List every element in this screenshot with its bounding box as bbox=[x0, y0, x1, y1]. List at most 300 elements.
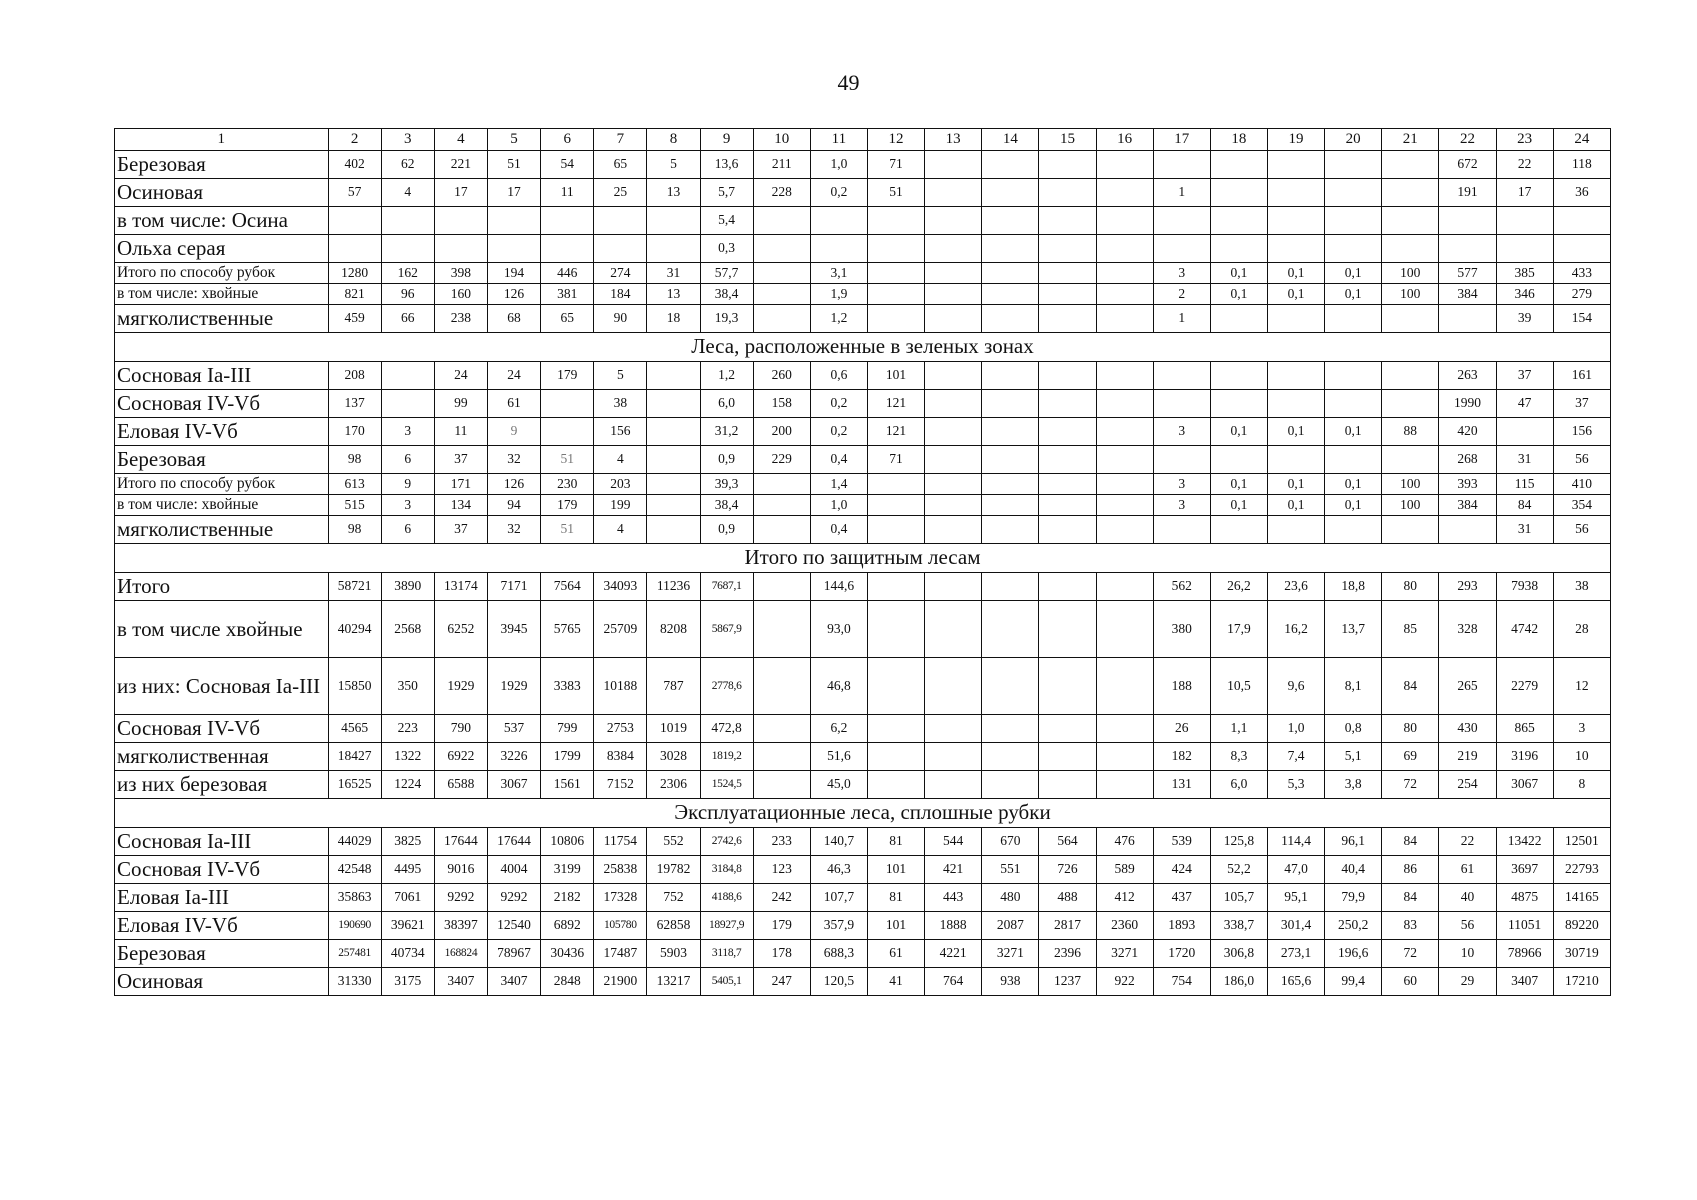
column-number-cell: 14 bbox=[982, 129, 1039, 151]
table-cell: 537 bbox=[487, 715, 540, 743]
table-cell: 35863 bbox=[328, 884, 381, 912]
table-cell: 22 bbox=[1439, 828, 1496, 856]
table-cell bbox=[867, 474, 924, 495]
table-row bbox=[115, 418, 1611, 446]
table-cell bbox=[1439, 235, 1496, 263]
row-label: Сосновая Ia-III bbox=[115, 362, 329, 390]
row-label: Березовая bbox=[115, 940, 329, 968]
table-cell: 4495 bbox=[381, 856, 434, 884]
table-cell bbox=[1267, 305, 1324, 333]
table-cell bbox=[982, 658, 1039, 715]
table-cell: 56 bbox=[1553, 446, 1610, 474]
table-cell: 162 bbox=[381, 263, 434, 284]
table-cell: 171 bbox=[434, 474, 487, 495]
table-row bbox=[115, 207, 1611, 235]
table-cell: 58721 bbox=[328, 573, 381, 601]
column-number-cell: 5 bbox=[487, 129, 540, 151]
table-cell bbox=[925, 284, 982, 305]
forest-data-table bbox=[114, 128, 1611, 996]
table-cell bbox=[1096, 715, 1153, 743]
table-cell: 79,9 bbox=[1325, 884, 1382, 912]
table-cell: 37 bbox=[434, 446, 487, 474]
table-cell bbox=[1039, 474, 1096, 495]
table-cell: 16525 bbox=[328, 771, 381, 799]
table-cell: 3271 bbox=[1096, 940, 1153, 968]
table-cell: 13,6 bbox=[700, 151, 753, 179]
table-cell bbox=[647, 362, 700, 390]
table-cell: 168824 bbox=[434, 940, 487, 968]
table-cell bbox=[1039, 715, 1096, 743]
table-cell bbox=[594, 235, 647, 263]
table-cell: 293 bbox=[1439, 573, 1496, 601]
table-cell: 3184,8 bbox=[700, 856, 753, 884]
row-label: Еловая Ia-III bbox=[115, 884, 329, 912]
table-cell: 443 bbox=[925, 884, 982, 912]
table-cell bbox=[381, 390, 434, 418]
table-cell: 17 bbox=[1496, 179, 1553, 207]
table-cell bbox=[925, 362, 982, 390]
table-cell: 279 bbox=[1553, 284, 1610, 305]
table-cell: 7152 bbox=[594, 771, 647, 799]
table-cell bbox=[647, 390, 700, 418]
table-cell: 184 bbox=[594, 284, 647, 305]
table-cell bbox=[925, 305, 982, 333]
table-cell: 0,8 bbox=[1325, 715, 1382, 743]
table-cell: 564 bbox=[1039, 828, 1096, 856]
table-cell: 1929 bbox=[434, 658, 487, 715]
row-label: Сосновая IV-Vб bbox=[115, 390, 329, 418]
table-cell: 65 bbox=[541, 305, 594, 333]
table-cell: 338,7 bbox=[1210, 912, 1267, 940]
table-cell: 2817 bbox=[1039, 912, 1096, 940]
table-cell: 1819,2 bbox=[700, 743, 753, 771]
header-row bbox=[115, 129, 1611, 151]
table-cell bbox=[925, 179, 982, 207]
table-cell: 384 bbox=[1439, 284, 1496, 305]
table-cell: 1,9 bbox=[810, 284, 867, 305]
table-cell: 154 bbox=[1553, 305, 1610, 333]
table-cell: 99,4 bbox=[1325, 968, 1382, 996]
table-cell: 194 bbox=[487, 263, 540, 284]
table-cell: 56 bbox=[1439, 912, 1496, 940]
column-number-cell: 23 bbox=[1496, 129, 1553, 151]
row-label: Еловая IV-Vб bbox=[115, 912, 329, 940]
table-cell: 22793 bbox=[1553, 856, 1610, 884]
table-cell: 3 bbox=[1153, 495, 1210, 516]
table-cell: 0,1 bbox=[1267, 474, 1324, 495]
table-row bbox=[115, 235, 1611, 263]
table-cell: 1990 bbox=[1439, 390, 1496, 418]
table-cell: 86 bbox=[1382, 856, 1439, 884]
table-cell: 3 bbox=[381, 418, 434, 446]
table-row bbox=[115, 446, 1611, 474]
table-cell: 105,7 bbox=[1210, 884, 1267, 912]
table-cell: 90 bbox=[594, 305, 647, 333]
table-cell: 6588 bbox=[434, 771, 487, 799]
table-cell: 11 bbox=[434, 418, 487, 446]
table-cell bbox=[1325, 305, 1382, 333]
table-cell: 421 bbox=[925, 856, 982, 884]
table-cell bbox=[1210, 207, 1267, 235]
table-cell: 7938 bbox=[1496, 573, 1553, 601]
table-cell bbox=[1267, 235, 1324, 263]
table-cell: 459 bbox=[328, 305, 381, 333]
table-cell: 688,3 bbox=[810, 940, 867, 968]
column-number-cell: 20 bbox=[1325, 129, 1382, 151]
table-cell: 488 bbox=[1039, 884, 1096, 912]
table-cell: 2087 bbox=[982, 912, 1039, 940]
table-cell: 12 bbox=[1553, 658, 1610, 715]
table-cell: 51 bbox=[487, 151, 540, 179]
column-number-cell: 13 bbox=[925, 129, 982, 151]
table-cell: 84 bbox=[1496, 495, 1553, 516]
table-cell: 62858 bbox=[647, 912, 700, 940]
table-cell: 38 bbox=[1553, 573, 1610, 601]
table-cell: 3196 bbox=[1496, 743, 1553, 771]
table-cell: 38,4 bbox=[700, 495, 753, 516]
table-cell bbox=[1096, 151, 1153, 179]
table-cell bbox=[867, 601, 924, 658]
table-cell: 0,1 bbox=[1210, 474, 1267, 495]
table-cell bbox=[1325, 151, 1382, 179]
column-number-cell: 9 bbox=[700, 129, 753, 151]
table-cell: 0,1 bbox=[1210, 418, 1267, 446]
table-cell: 0,1 bbox=[1325, 418, 1382, 446]
table-cell bbox=[867, 495, 924, 516]
table-cell: 3407 bbox=[434, 968, 487, 996]
table-cell: 13 bbox=[647, 284, 700, 305]
table-cell: 101 bbox=[867, 912, 924, 940]
table-cell: 37 bbox=[1553, 390, 1610, 418]
table-cell: 7171 bbox=[487, 573, 540, 601]
table-cell bbox=[1153, 362, 1210, 390]
table-cell bbox=[1267, 362, 1324, 390]
column-number-cell: 7 bbox=[594, 129, 647, 151]
table-cell: 2396 bbox=[1039, 940, 1096, 968]
table-cell: 3407 bbox=[1496, 968, 1553, 996]
table-cell bbox=[1267, 207, 1324, 235]
table-cell: 37 bbox=[1496, 362, 1553, 390]
table-cell bbox=[1210, 151, 1267, 179]
table-cell: 32 bbox=[487, 446, 540, 474]
table-row bbox=[115, 179, 1611, 207]
table-cell: 393 bbox=[1439, 474, 1496, 495]
table-cell: 120,5 bbox=[810, 968, 867, 996]
table-cell: 80 bbox=[1382, 573, 1439, 601]
table-cell bbox=[1039, 362, 1096, 390]
table-cell bbox=[1039, 446, 1096, 474]
table-cell: 4 bbox=[594, 446, 647, 474]
table-cell: 589 bbox=[1096, 856, 1153, 884]
table-cell: 0,1 bbox=[1267, 418, 1324, 446]
table-cell: 25 bbox=[594, 179, 647, 207]
table-cell: 1929 bbox=[487, 658, 540, 715]
table-cell bbox=[1325, 362, 1382, 390]
table-cell bbox=[982, 743, 1039, 771]
table-cell: 144,6 bbox=[810, 573, 867, 601]
table-cell: 46,8 bbox=[810, 658, 867, 715]
table-cell: 34093 bbox=[594, 573, 647, 601]
table-cell: 346 bbox=[1496, 284, 1553, 305]
table-cell: 2182 bbox=[541, 884, 594, 912]
table-cell bbox=[753, 715, 810, 743]
table-cell: 40,4 bbox=[1325, 856, 1382, 884]
table-cell bbox=[982, 284, 1039, 305]
table-cell: 47,0 bbox=[1267, 856, 1324, 884]
table-cell: 577 bbox=[1439, 263, 1496, 284]
table-cell: 0,6 bbox=[810, 362, 867, 390]
table-cell bbox=[594, 207, 647, 235]
table-cell: 613 bbox=[328, 474, 381, 495]
table-cell: 274 bbox=[594, 263, 647, 284]
row-label: в том числе: хвойные bbox=[115, 495, 329, 516]
table-cell: 672 bbox=[1439, 151, 1496, 179]
table-cell bbox=[434, 235, 487, 263]
table-cell bbox=[1096, 743, 1153, 771]
table-cell bbox=[1382, 516, 1439, 544]
table-cell bbox=[1439, 516, 1496, 544]
table-cell: 8,1 bbox=[1325, 658, 1382, 715]
table-cell: 821 bbox=[328, 284, 381, 305]
section-heading: Леса, расположенные в зеленых зонах bbox=[115, 333, 1611, 362]
table-row bbox=[115, 912, 1611, 940]
column-number-cell: 17 bbox=[1153, 129, 1210, 151]
table-cell bbox=[647, 418, 700, 446]
table-cell bbox=[1267, 179, 1324, 207]
table-cell: 62 bbox=[381, 151, 434, 179]
table-cell: 1524,5 bbox=[700, 771, 753, 799]
table-cell: 3028 bbox=[647, 743, 700, 771]
table-cell: 787 bbox=[647, 658, 700, 715]
table-cell bbox=[867, 516, 924, 544]
table-cell bbox=[753, 474, 810, 495]
table-cell: 3271 bbox=[982, 940, 1039, 968]
table-cell: 93,0 bbox=[810, 601, 867, 658]
table-row bbox=[115, 884, 1611, 912]
table-cell: 88 bbox=[1382, 418, 1439, 446]
table-cell: 13,7 bbox=[1325, 601, 1382, 658]
table-cell: 81 bbox=[867, 828, 924, 856]
table-cell: 17210 bbox=[1553, 968, 1610, 996]
table-cell: 233 bbox=[753, 828, 810, 856]
table-cell bbox=[925, 151, 982, 179]
table-cell bbox=[1267, 151, 1324, 179]
table-cell: 544 bbox=[925, 828, 982, 856]
table-cell: 2568 bbox=[381, 601, 434, 658]
table-cell: 7061 bbox=[381, 884, 434, 912]
table-cell: 242 bbox=[753, 884, 810, 912]
table-cell: 551 bbox=[982, 856, 1039, 884]
row-label: Осиновая bbox=[115, 968, 329, 996]
table-cell: 3 bbox=[381, 495, 434, 516]
table-cell bbox=[753, 495, 810, 516]
table-cell bbox=[982, 495, 1039, 516]
table-cell bbox=[1439, 207, 1496, 235]
table-cell bbox=[1325, 516, 1382, 544]
table-cell bbox=[982, 362, 1039, 390]
table-cell bbox=[1382, 235, 1439, 263]
table-cell: 156 bbox=[1553, 418, 1610, 446]
table-cell bbox=[753, 516, 810, 544]
table-cell bbox=[982, 446, 1039, 474]
column-number-cell: 22 bbox=[1439, 129, 1496, 151]
column-number-cell: 2 bbox=[328, 129, 381, 151]
table-cell: 5765 bbox=[541, 601, 594, 658]
table-cell bbox=[1039, 743, 1096, 771]
table-cell: 17,9 bbox=[1210, 601, 1267, 658]
table-cell: 78967 bbox=[487, 940, 540, 968]
table-cell: 29 bbox=[1439, 968, 1496, 996]
table-cell: 476 bbox=[1096, 828, 1153, 856]
table-cell: 357,9 bbox=[810, 912, 867, 940]
table-cell: 0,2 bbox=[810, 179, 867, 207]
table-cell bbox=[1382, 362, 1439, 390]
table-cell bbox=[753, 207, 810, 235]
table-cell: 31 bbox=[1496, 446, 1553, 474]
table-cell bbox=[925, 418, 982, 446]
table-cell: 1,2 bbox=[700, 362, 753, 390]
table-cell: 13174 bbox=[434, 573, 487, 601]
table-cell: 263 bbox=[1439, 362, 1496, 390]
table-row bbox=[115, 658, 1611, 715]
table-cell: 31 bbox=[647, 263, 700, 284]
table-cell: 85 bbox=[1382, 601, 1439, 658]
table-cell: 354 bbox=[1553, 495, 1610, 516]
table-cell: 54 bbox=[541, 151, 594, 179]
table-cell: 437 bbox=[1153, 884, 1210, 912]
table-cell: 115 bbox=[1496, 474, 1553, 495]
table-cell: 273,1 bbox=[1267, 940, 1324, 968]
table-cell: 268 bbox=[1439, 446, 1496, 474]
table-cell bbox=[982, 516, 1039, 544]
table-cell: 0,9 bbox=[700, 516, 753, 544]
table-cell: 17644 bbox=[434, 828, 487, 856]
table-cell bbox=[1096, 658, 1153, 715]
table-row bbox=[115, 601, 1611, 658]
table-cell: 11754 bbox=[594, 828, 647, 856]
table-cell: 17487 bbox=[594, 940, 647, 968]
table-cell: 0,3 bbox=[700, 235, 753, 263]
table-cell: 186,0 bbox=[1210, 968, 1267, 996]
table-cell: 18427 bbox=[328, 743, 381, 771]
table-cell: 96,1 bbox=[1325, 828, 1382, 856]
table-cell: 134 bbox=[434, 495, 487, 516]
table-cell bbox=[1153, 235, 1210, 263]
table-cell bbox=[1039, 658, 1096, 715]
table-cell bbox=[982, 390, 1039, 418]
table-cell bbox=[1496, 235, 1553, 263]
table-cell: 3383 bbox=[541, 658, 594, 715]
table-cell bbox=[328, 207, 381, 235]
table-cell: 7687,1 bbox=[700, 573, 753, 601]
table-cell: 3945 bbox=[487, 601, 540, 658]
table-cell: 21900 bbox=[594, 968, 647, 996]
table-cell: 31 bbox=[1496, 516, 1553, 544]
table-cell: 44029 bbox=[328, 828, 381, 856]
table-cell: 0,4 bbox=[810, 446, 867, 474]
table-cell bbox=[1210, 390, 1267, 418]
table-cell: 182 bbox=[1153, 743, 1210, 771]
table-cell: 84 bbox=[1382, 884, 1439, 912]
table-cell bbox=[1325, 446, 1382, 474]
row-label: Итого bbox=[115, 573, 329, 601]
table-cell: 350 bbox=[381, 658, 434, 715]
table-cell bbox=[753, 263, 810, 284]
table-cell: 446 bbox=[541, 263, 594, 284]
column-number-cell: 1 bbox=[115, 129, 329, 151]
table-cell: 68 bbox=[487, 305, 540, 333]
table-cell: 0,1 bbox=[1267, 263, 1324, 284]
table-cell: 125,8 bbox=[1210, 828, 1267, 856]
table-cell: 158 bbox=[753, 390, 810, 418]
table-cell: 11 bbox=[541, 179, 594, 207]
table-cell bbox=[982, 418, 1039, 446]
table-cell bbox=[1039, 151, 1096, 179]
table-cell: 156 bbox=[594, 418, 647, 446]
table-cell bbox=[381, 235, 434, 263]
table-cell bbox=[541, 235, 594, 263]
row-label: в том числе: хвойные bbox=[115, 284, 329, 305]
section-heading-row bbox=[115, 544, 1611, 573]
table-cell: 105780 bbox=[594, 912, 647, 940]
table-cell: 96 bbox=[381, 284, 434, 305]
table-cell: 384 bbox=[1439, 495, 1496, 516]
table-cell: 5 bbox=[594, 362, 647, 390]
table-cell: 1,0 bbox=[810, 495, 867, 516]
table-cell: 9292 bbox=[434, 884, 487, 912]
table-cell: 114,4 bbox=[1267, 828, 1324, 856]
table-cell bbox=[1096, 390, 1153, 418]
table-cell bbox=[434, 207, 487, 235]
table-cell: 40 bbox=[1439, 884, 1496, 912]
table-cell bbox=[1382, 446, 1439, 474]
table-cell: 3697 bbox=[1496, 856, 1553, 884]
table-cell: 161 bbox=[1553, 362, 1610, 390]
table-cell bbox=[487, 207, 540, 235]
table-cell: 6 bbox=[381, 516, 434, 544]
table-cell: 100 bbox=[1382, 284, 1439, 305]
table-cell bbox=[867, 573, 924, 601]
table-cell: 65 bbox=[594, 151, 647, 179]
table-cell bbox=[1096, 474, 1153, 495]
section-heading-row bbox=[115, 799, 1611, 828]
table-row bbox=[115, 771, 1611, 799]
table-cell: 123 bbox=[753, 856, 810, 884]
table-cell: 165,6 bbox=[1267, 968, 1324, 996]
table-cell: 101 bbox=[867, 362, 924, 390]
table-cell: 6922 bbox=[434, 743, 487, 771]
table-cell bbox=[925, 263, 982, 284]
table-cell bbox=[925, 235, 982, 263]
table-cell: 38397 bbox=[434, 912, 487, 940]
table-cell: 179 bbox=[541, 495, 594, 516]
table-cell: 178 bbox=[753, 940, 810, 968]
table-cell: 230 bbox=[541, 474, 594, 495]
table-cell bbox=[1382, 151, 1439, 179]
row-label: Итого по способу рубок bbox=[115, 474, 329, 495]
table-cell: 552 bbox=[647, 828, 700, 856]
table-cell bbox=[1382, 305, 1439, 333]
table-cell bbox=[1039, 284, 1096, 305]
table-cell: 247 bbox=[753, 968, 810, 996]
table-cell bbox=[982, 179, 1039, 207]
table-cell: 1237 bbox=[1039, 968, 1096, 996]
table-cell: 726 bbox=[1039, 856, 1096, 884]
table-cell: 6252 bbox=[434, 601, 487, 658]
table-cell: 56 bbox=[1553, 516, 1610, 544]
table-cell: 25838 bbox=[594, 856, 647, 884]
column-number-cell: 24 bbox=[1553, 129, 1610, 151]
